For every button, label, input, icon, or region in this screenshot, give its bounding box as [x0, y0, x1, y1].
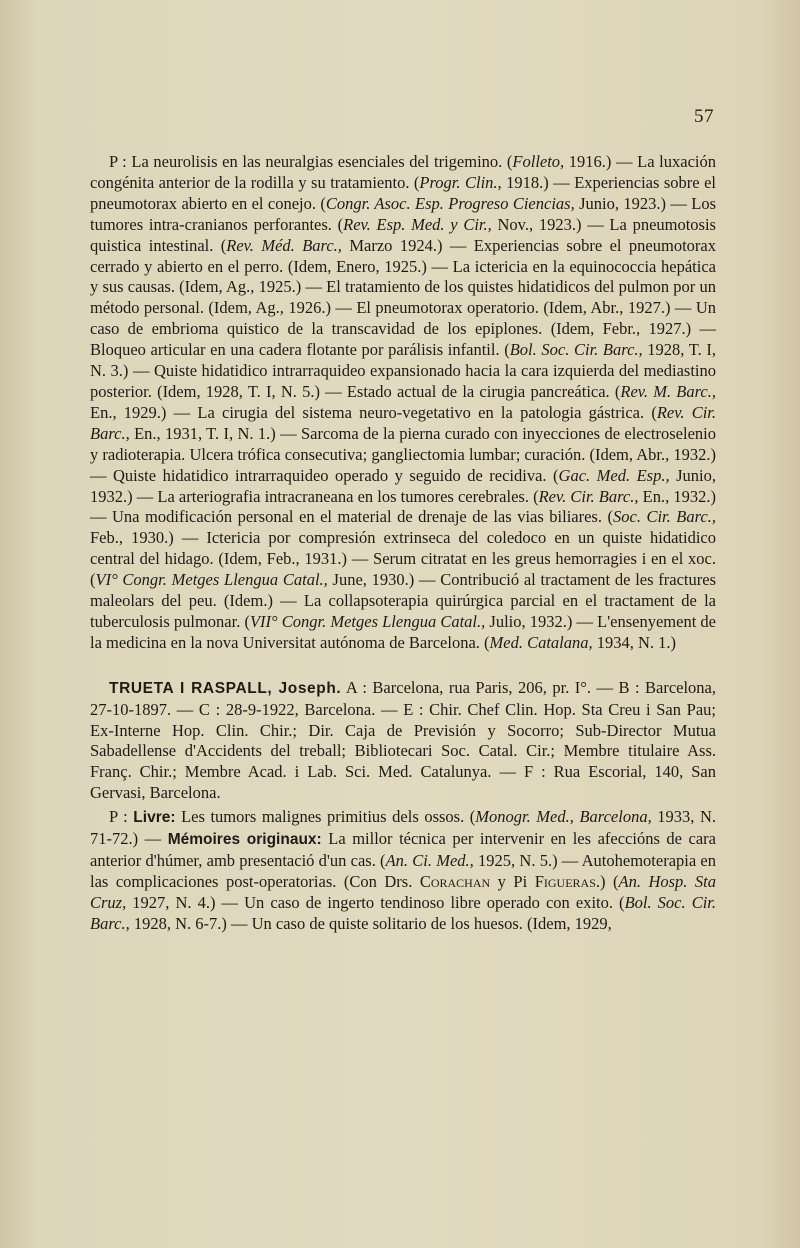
- para_p1-run-5: Congr. Asoc. Esp. Progreso Ciencias,: [325, 193, 575, 213]
- para_p1-run-21: Soc. Cir. Barc.,: [613, 507, 717, 527]
- para_bio-run-0: TRUETA I RASPALL, Joseph.: [109, 679, 342, 697]
- para_p1-run-4: 1918.) — Experiencias sobre el pneumotorax abierto en el conejo. (: [90, 172, 716, 213]
- para_p1-run-2: 1916.) — La luxación congénita anterior de la rodilla y su tratamiento. (: [90, 152, 716, 192]
- para_p1-run-26: Julio, 1932.) — L'ensenyement de la medicina en la nova Universitat autónoma de Barcelona. (: [90, 611, 717, 652]
- para_p1-run-7: Rev. Esp. Med. y Cir.,: [343, 214, 492, 234]
- paragraph-publications-2: [90, 807, 716, 934]
- para_p1-run-19: Rev. Cir. Barc.,: [538, 486, 639, 506]
- para_p1-run-25: VII° Congr. Metges Llengua Catal.,: [249, 611, 486, 631]
- para_p2-run-0: P :: [109, 807, 134, 827]
- para_p2-run-6: La millor técnica per intervenir en les afeccións de cara anterior d'húmer, amb presentació d'un cas. (: [90, 829, 717, 870]
- para_p2-run-14: 1927, N. 4.) — Un caso de ingerto tendinoso libre operado con exito. (: [126, 892, 625, 912]
- para_p1-run-1: Folleto,: [512, 152, 565, 171]
- para_p2-run-12: .) (: [595, 871, 619, 891]
- para_p2-run-4: 1933, N. 71-72.) —: [90, 807, 717, 849]
- para_p2-run-15: Bol. Soc. Cir. Barc.,: [90, 892, 717, 933]
- para_p1-run-13: Rev. M. Barc.,: [620, 381, 716, 401]
- para_p1-run-10: Marzo 1924.) — Experiencias sobre el pneumotorax cerrado y abierto en el perro. (Idem, Enero, 1925.) — La ictericia en la equinococcia hepática y sus causas. (Idem, Ag., 1925.) — El tratamiento de los quistes hidatidicos del pulmon por un método personal. (Idem, Ag., 1926.) — El pneumotorax operatorio. (Idem, Abr., 1927.) — Un caso de embrioma quistico de la transcavidad de los epiplones. (Idem, Febr., 1927.) — Bloqueo articular en una cadera flotante por parálisis infantil. (: [90, 235, 716, 360]
- para_p2-run-2: Les tumors malignes primitius dels ossos. (: [175, 807, 476, 827]
- para_p2-run-5: Mémoires originaux:: [167, 831, 322, 849]
- para_p1-run-17: Gac. Med. Esp.,: [558, 465, 670, 485]
- para_p1-run-15: Rev. Cir. Barc.,: [90, 402, 717, 443]
- para_p2-run-9: Corachan: [419, 871, 491, 891]
- para_p1-run-11: Bol. Soc. Cir. Barc.,: [509, 340, 643, 360]
- para_p1-run-6: Junio, 1923.) — Los tumores intra-cranianos perforantes. (: [90, 193, 717, 234]
- para_p1-run-16: En., 1931, T. I, N. 1.) — Sarcoma de la pierna curado con inyecciones de electroselenio y radioterapia. Ulcera trófica consecutiva; gangliectomia lumbar; curación. (Idem, Abr., 1932.) — Quiste hidatidico intrarraquideo operado y seguido de recidiva. (: [90, 423, 716, 485]
- para_p2-run-8: 1925, N. 5.) — Autohemoterapia en las complicaciones post-operatorias. (Con Drs.: [90, 851, 716, 891]
- para_p1-run-20: En., 1932.) — Una modificación personal en el material de drenaje de las vias biliares. (: [90, 486, 716, 527]
- para_p1-run-28: 1934, N. 1.): [592, 632, 677, 652]
- para_bio-run-1: A : Barcelona, rua Paris, 206, pr. I°. — B : Barcelona, 27-10-1897. — C : 28-9-1922, Barcelona. — E : Chir. Chef Clin. Hop. Sta Creu i San Pau; Ex-Interne Hop. Clin. Chir.; Dir. Caja de Previsión y Socorro; Sub-Director Mutua Sabadellense d'Accidents del treball; Bibliotecari Soc. Catal. Cir.; Membre titulaire Ass. Franç. Chir.; Membre Acad. i Lab. Sci. Med. Catalunya. — F : Rua Escorial, 140, San Gervasi, Barcelona.: [90, 677, 716, 803]
- para_p1-run-3: Progr. Clin.,: [419, 172, 502, 192]
- paragraph-biography-trueta: [90, 678, 716, 804]
- para_p1-run-12: 1928, T. I, N. 3.) — Quiste hidatidico intrarraquideo expansionado hacia la cara izquierda del mediastino posterior. (Idem, 1928, T. I, N. 5.) — Estado actual de la cirugia pancreática. (: [90, 340, 716, 401]
- para_p2-run-1: Livre:: [133, 809, 176, 827]
- para_p1-run-8: Nov., 1923.) — La pneumotosis quistica intestinal. (: [90, 214, 716, 255]
- para_p2-run-11: Figueras: [534, 871, 596, 891]
- para_p1-run-22: Feb., 1930.) — Ictericia por compresión extrinseca del coledoco en un quiste hidatidico central del hidago. (Idem, Feb., 1931.) — Serum citratat en les greus hemorragies i en el xoc. (: [90, 528, 716, 590]
- paragraph-publications-1: [90, 152, 716, 654]
- para_p1-run-9: Rev. Méd. Barc.,: [226, 235, 342, 255]
- para_p1-run-23: VI° Congr. Metges Llengua Catal.,: [95, 570, 328, 590]
- para_p1-run-14: En., 1929.) — La cirugia del sistema neuro-vegetativo en la patologia gástrica. (: [90, 402, 657, 422]
- para_p2-run-3: Monogr. Med., Barcelona,: [475, 807, 652, 827]
- para_p1-run-0: P : La neurolisis en las neuralgias esenciales del trigemino. (: [109, 152, 513, 171]
- page-number: 57: [694, 106, 714, 127]
- text-body: [90, 152, 716, 935]
- para_p1-run-24: June, 1930.) — Contribució al tractament de les fractures maleolars del peu. (Idem.) — La collapsoterapia quirúrgica parcial en el tractament de la tuberculosis pulmonar. (: [90, 570, 716, 631]
- para_p1-run-27: Med. Catalana,: [489, 632, 593, 652]
- para_p2-run-10: y Pi: [490, 871, 535, 891]
- para_p1-run-18: Junio, 1932.) — La arteriografia intracraneana en los tumores cerebrales. (: [90, 465, 716, 506]
- para_p2-run-7: An. Ci. Med.,: [385, 851, 474, 870]
- para_p2-run-13: An. Hosp. Sta Cruz,: [90, 871, 716, 912]
- para_p2-run-16: 1928, N. 6-7.) — Un caso de quiste solitario de los huesos. (Idem, 1929,: [129, 913, 612, 933]
